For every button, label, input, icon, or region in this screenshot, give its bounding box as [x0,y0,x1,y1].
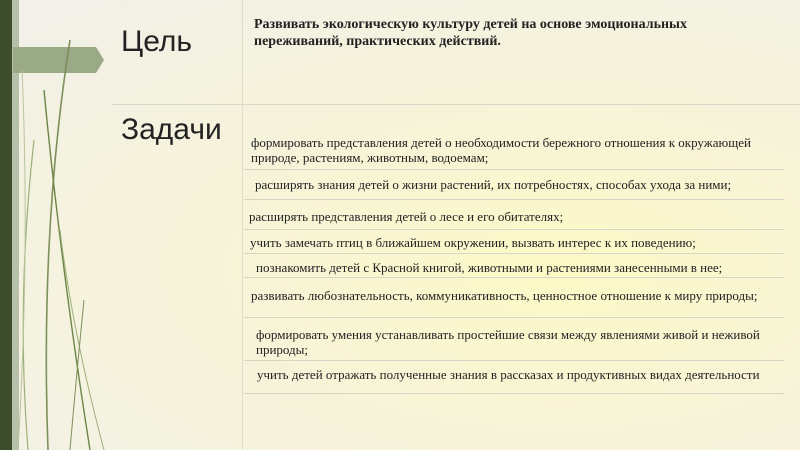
task-item [244,361,784,394]
task-item [244,200,784,230]
tasks-list [244,127,784,394]
green-arrow-banner [13,47,104,73]
task-item [244,278,784,318]
task-item [244,170,784,200]
goal-label: Цель [121,25,193,58]
task-text: расширять представления детей о лесе и его обитателях; [249,209,564,224]
left-edge-bar [0,0,12,450]
task-item [244,318,784,361]
column-divider [242,0,243,450]
task-text: формировать представления детей о необходимости бережного отношения к окружающей природе, растениям, животным, водоемам; [251,135,751,165]
task-text: расширять знания детей о жизни растений, их потребностях, способах ухода за ними; [255,177,732,192]
task-item [244,254,784,278]
row-divider [112,104,800,105]
task-item [244,230,784,254]
task-item [244,127,784,170]
goal-text: Развивать экологическую культуру детей на основе эмоциональных переживаний, практических действий. [254,17,687,49]
task-text: учить детей отражать полученные знания в рассказах и продуктивных видах деятельности [257,367,760,382]
task-text: формировать умения устанавливать простейшие связи между явлениями живой и неживой природы; [256,327,760,357]
tasks-label: Задачи [121,113,222,146]
task-text: учить замечать птиц в ближайшем окружении, вызвать интерес к их поведению; [250,235,696,250]
task-text: познакомить детей с Красной книгой, животными и растениями занесенными в нее; [256,260,723,275]
task-text: развивать любознательность, коммуникативность, ценностное отношение к миру природы; [251,288,758,303]
